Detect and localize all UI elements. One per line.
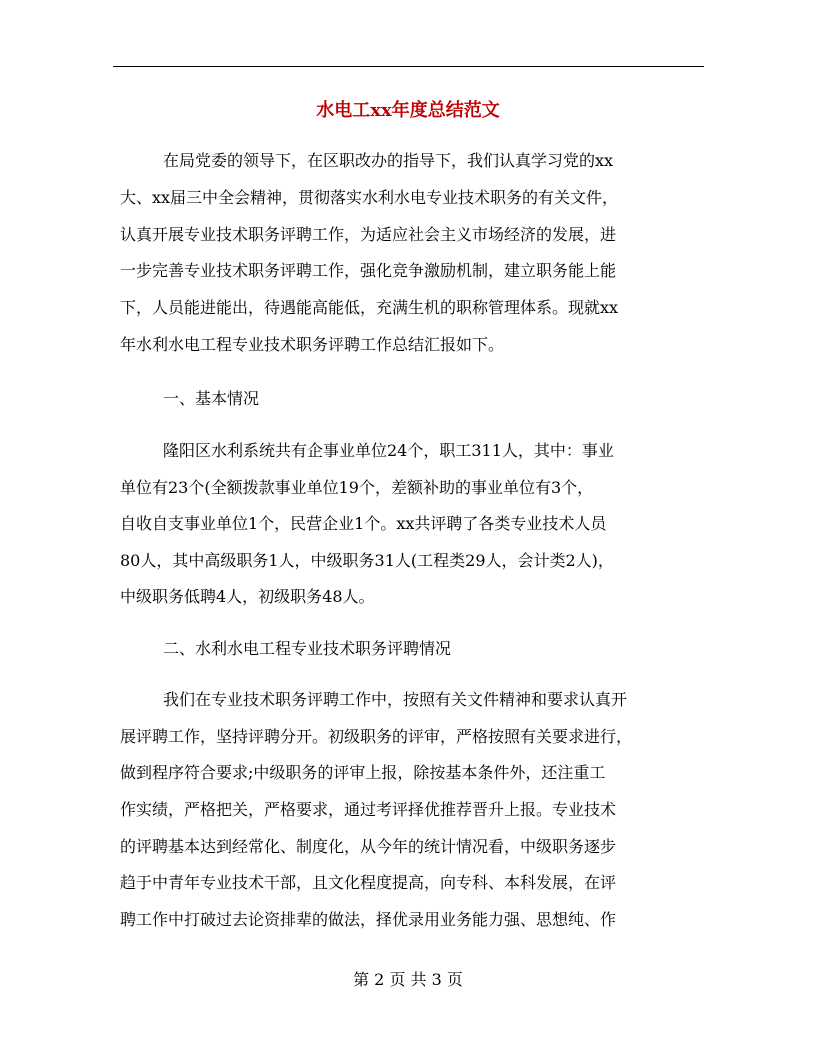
text-line: 的评聘基本达到经常化、制度化，从今年的统计情况看，中级职务逐步 (120, 837, 617, 856)
text-line: 单位有23个(全额拨款事业单位19个，差额补助的事业单位有3个， (120, 478, 594, 497)
text-line: 趋于中青年专业技术干部，且文化程度提高，向专科、本科发展，在评 (120, 873, 617, 892)
text-line: 做到程序符合要求;中级职务的评审上报，除按基本条件外，还注重工 (120, 763, 606, 782)
section-heading: 一、基本情况 (163, 389, 260, 408)
text-line: 隆阳区水利系统共有企事业单位24个，职工311人，其中：事业 (163, 441, 614, 460)
text-line: 中级职务低聘4人，初级职务48人。 (120, 587, 375, 606)
page-number: 第 2 页 共 3 页 (353, 970, 463, 989)
document-title: 水电工xx年度总结范文 (316, 100, 500, 121)
text-line: 我们在专业技术职务评聘工作中，按照有关文件精神和要求认真开 (163, 690, 628, 709)
text-line: 80人，其中高级职务1人，中级职务31人(工程类29人，会计类2人)， (120, 551, 614, 570)
text-line: 在局党委的领导下，在区职改办的指导下，我们认真学习党的xx (163, 151, 614, 170)
text-line: 一步完善专业技术职务评聘工作，强化竞争激励机制，建立职务能上能 (120, 261, 617, 280)
text-line: 展评聘工作，坚持评聘分开。初级职务的评审，严格按照有关要求进行， (120, 727, 633, 746)
text-line: 聘工作中打破过去论资排辈的做法，择优录用业务能力强、思想纯、作 (120, 910, 617, 929)
text-line: 年水利水电工程专业技术职务评聘工作总结汇报如下。 (120, 335, 505, 354)
header-rule (113, 66, 704, 67)
text-line: 下，人员能进能出，待遇能高能低，充满生机的职称管理体系。现就xx (120, 298, 619, 317)
text-line: 作实绩，严格把关，严格要求，通过考评择优推荐晋升上报。专业技术 (120, 800, 617, 819)
text-line: 大、xx届三中全会精神，贯彻落实水利水电专业技术职务的有关文件， (120, 188, 619, 207)
section-heading: 二、水利水电工程专业技术职务评聘情况 (163, 639, 452, 658)
text-line: 认真开展专业技术职务评聘工作，为适应社会主义市场经济的发展，进 (120, 225, 617, 244)
text-line: 自收自支事业单位1个，民营企业1个。xx共评聘了各类专业技术人员 (120, 514, 607, 533)
